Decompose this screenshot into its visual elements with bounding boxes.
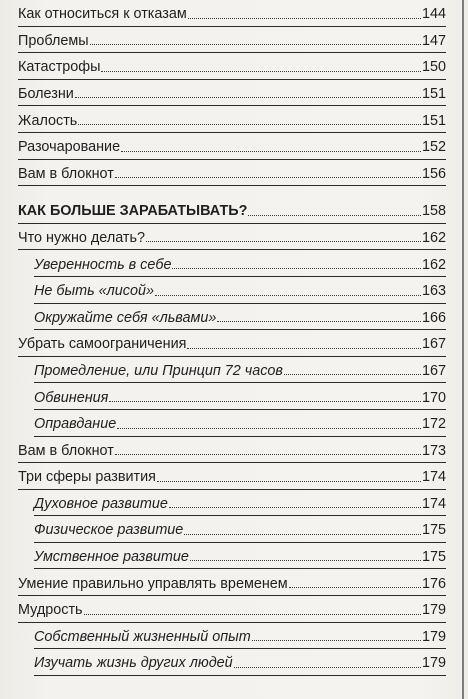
toc-entry-title: Вам в блокнот — [18, 442, 114, 459]
toc-entry — [18, 224, 446, 251]
toc-entry-title: Физическое развитие — [34, 522, 184, 539]
toc-page-number: 144 — [421, 6, 446, 23]
dot-leader — [190, 560, 421, 561]
toc-entry-title: Проблемы — [18, 32, 89, 49]
dot-leader — [155, 295, 421, 296]
toc-page-number: 174 — [421, 495, 446, 512]
toc-page-number: 158 — [421, 203, 446, 220]
toc-entry-title: Собственный жизненный опыт — [34, 628, 251, 645]
toc-subentry — [18, 516, 446, 543]
page-binding-edge — [462, 0, 464, 699]
toc-subentry — [18, 490, 446, 517]
toc-chapter-heading — [18, 197, 446, 224]
toc-subentry — [18, 383, 446, 410]
toc-entry-title: Мудрость — [18, 602, 83, 619]
toc-entry-title: Вам в блокнот — [18, 165, 114, 182]
toc-subentry — [18, 623, 446, 650]
dot-leader — [157, 481, 421, 482]
toc-page-number: 151 — [421, 112, 446, 129]
toc-page-number: 162 — [421, 256, 446, 273]
toc-subentry — [18, 304, 446, 331]
toc-entry-title: Умственное развитие — [34, 549, 189, 566]
toc-entry-title: Не быть «лисой» — [34, 283, 154, 300]
dot-leader — [109, 401, 421, 402]
dot-leader — [217, 321, 421, 322]
toc-page-number: 162 — [421, 229, 446, 246]
toc-page-number: 156 — [421, 165, 446, 182]
toc-entry-title: Обвинения — [34, 389, 109, 406]
dot-leader — [289, 587, 421, 588]
toc-subentry — [18, 543, 446, 570]
entry-underline — [34, 675, 446, 676]
dot-leader — [184, 534, 421, 535]
toc-page-number: 151 — [421, 85, 446, 102]
toc-entry-title: Как относиться к отказам — [18, 6, 187, 23]
toc-entry — [18, 330, 446, 357]
toc-entry-title: Три сферы развития — [18, 469, 156, 486]
toc-page-number: 152 — [421, 139, 446, 156]
table-of-contents — [18, 0, 446, 676]
toc-page-number: 173 — [421, 442, 446, 459]
toc-entry-title: Болезни — [18, 85, 74, 102]
toc-entry-title: КАК БОЛЬШЕ ЗАРАБАТЫВАТЬ? — [18, 203, 248, 220]
toc-page-number: 166 — [421, 309, 446, 326]
toc-entry-title: Изучать жизнь других людей — [34, 655, 233, 672]
toc-page-number: 175 — [421, 549, 446, 566]
dot-leader — [115, 177, 421, 178]
dot-leader — [75, 97, 421, 98]
toc-entry — [18, 437, 446, 464]
toc-entry-title: Умение правильно управлять временем — [18, 575, 288, 592]
toc-page-number: 179 — [421, 655, 446, 672]
toc-entry-title: Промедление, или Принцип 72 часов — [34, 362, 283, 379]
toc-page-number: 179 — [421, 628, 446, 645]
dot-leader — [117, 428, 421, 429]
dot-leader — [121, 151, 421, 152]
toc-page-number: 174 — [421, 469, 446, 486]
dot-leader — [90, 44, 421, 45]
toc-subentry — [18, 277, 446, 304]
dot-leader — [187, 348, 421, 349]
toc-page-number: 170 — [421, 389, 446, 406]
toc-entry — [18, 80, 446, 107]
toc-page-number: 167 — [421, 362, 446, 379]
toc-entry-title: Духовное развитие — [34, 495, 168, 512]
toc-entry — [18, 160, 446, 187]
toc-entry — [18, 569, 446, 596]
toc-subentry — [18, 649, 446, 676]
toc-page-number: 175 — [421, 522, 446, 539]
toc-entry-title: Что нужно делать? — [18, 229, 145, 246]
toc-entry-title: Окружайте себя «львами» — [34, 309, 217, 326]
toc-page-number: 176 — [421, 575, 446, 592]
toc-entry-title: Катастрофы — [18, 59, 101, 76]
toc-entry — [18, 596, 446, 623]
toc-entry — [18, 53, 446, 80]
dot-leader — [284, 374, 421, 375]
toc-page-number: 163 — [421, 283, 446, 300]
toc-page-number: 147 — [421, 32, 446, 49]
toc-page-number: 167 — [421, 336, 446, 353]
toc-entry-title: Уверенность в себе — [34, 256, 172, 273]
toc-entry — [18, 133, 446, 160]
dot-leader — [248, 215, 421, 216]
toc-page-number: 172 — [421, 416, 446, 433]
toc-page-number: 179 — [421, 602, 446, 619]
toc-subentry — [18, 250, 446, 277]
dot-leader — [115, 454, 421, 455]
dot-leader — [78, 124, 421, 125]
dot-leader — [169, 507, 421, 508]
toc-entry — [18, 463, 446, 490]
toc-entry-title: Убрать самоограничения — [18, 336, 187, 353]
entry-underline — [18, 185, 446, 186]
dot-leader — [188, 18, 421, 19]
toc-subentry — [18, 410, 446, 437]
toc-entry — [18, 0, 446, 27]
toc-entry — [18, 27, 446, 54]
dot-leader — [234, 667, 421, 668]
dot-leader — [252, 640, 421, 641]
toc-page-number: 150 — [421, 59, 446, 76]
toc-entry — [18, 106, 446, 133]
dot-leader — [146, 241, 421, 242]
dot-leader — [101, 71, 421, 72]
toc-entry-title: Оправдание — [34, 416, 117, 433]
toc-subentry — [18, 357, 446, 384]
toc-entry-title: Разочарование — [18, 139, 121, 156]
dot-leader — [172, 268, 421, 269]
toc-entry-title: Жалость — [18, 112, 78, 129]
dot-leader — [84, 614, 421, 615]
